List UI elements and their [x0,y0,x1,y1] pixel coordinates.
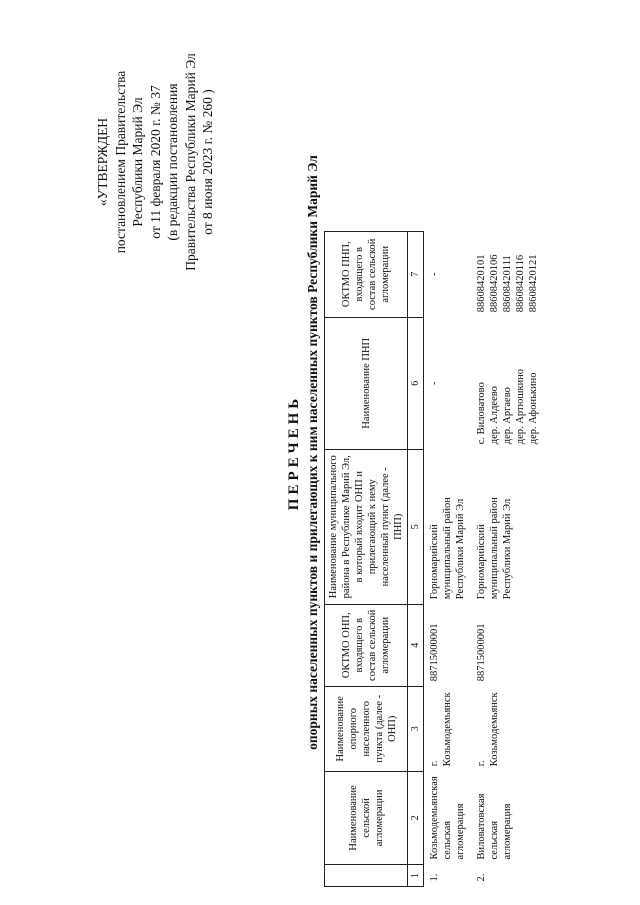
column-header-onp-oktmo: ОКТМО ОНП, входящего в состав сельской агломерации [325,604,408,686]
onp-oktmo: 88715000001 [429,623,440,682]
agglomeration-name: Виловатовская сельская агломерация [476,793,513,860]
document-title: ПЕРЕЧЕНЬ [286,394,302,511]
onp-name: г. Козьмодемьянск [429,692,453,767]
column-number: 6 [408,317,424,449]
pnp-name: дер. Алдеево [489,386,500,445]
column-number: 5 [408,449,424,604]
agglomeration-name: Козьмодемьянская сельская агломерация [429,776,466,860]
pnp-name: дер. Афонькино [528,372,539,445]
settlements-table [324,231,544,887]
column-header-district: Наименование муниципального района в Республике Марий Эл, в который входит ОНП и прилегающий к нему населенный пункт (далее - ПНП) [325,449,408,604]
onp-name: г. Козьмодемьянск [476,692,500,767]
pnp-name: с. Виловатово [476,382,487,445]
approval-line: от 11 февраля 2020 г. № 37 [147,85,163,239]
approval-line: Республики Марий Эл [130,97,145,227]
column-number: 7 [408,231,424,317]
pnp-oktmo: 88608420121 [528,254,539,313]
column-number-row [408,231,424,886]
pnp-list [471,317,544,449]
pnp-oktmo: 88608420111 [502,255,513,313]
district-name: Горномарийский муниципальный район Республики Марий Эл [429,497,466,600]
column-header-agglomeration: Наименование сельской агломерации [325,771,408,864]
table-row [424,231,472,886]
approval-line: Правительства Республики Марий Эл [182,53,198,271]
row-number: 2. [476,873,487,882]
approval-block [94,47,217,277]
document-subtitle: опорных населенных пунктов и прилегающих к ним населенных пунктов Республики Марий Эл [305,155,320,750]
onp-oktmo: 88715000001 [476,623,487,682]
pnp-name: дер. Аргаево [502,387,513,445]
district-name: Горномарийский муниципальный район Республики Марий Эл [476,497,513,600]
pnp-name: дер. Артюшкино [515,368,526,445]
column-header-pnp: Наименование ПНП [325,317,408,449]
column-number: 3 [408,686,424,771]
approval-line: (в редакции постановления [165,83,180,241]
pnp-oktmo: 88608420116 [515,254,526,313]
column-number: 1 [408,865,424,887]
approval-line: от 8 июня 2023 г. № 260 ) [200,89,215,235]
approval-line: постановлением Правительства [112,70,128,254]
pnp-oktmo-list [471,231,544,317]
table-header-row [325,231,408,886]
table-row [471,231,544,886]
column-header-number [325,865,408,887]
row-number: 1. [429,873,440,882]
pnp-oktmo: - [429,272,440,276]
column-header-pnp-oktmo: ОКТМО ПНП, входящего в состав сельской агломерации [325,231,408,317]
pnp-name: - [429,381,440,385]
pnp-oktmo: 88608420106 [489,254,500,313]
approval-line: «УТВЕРЖДЕН [95,117,110,207]
pnp-oktmo: 88608420101 [476,254,487,313]
column-header-onp: Наименование опорного населенного пункта (далее - ОНП) [325,686,408,771]
column-number: 2 [408,771,424,864]
column-number: 4 [408,604,424,686]
